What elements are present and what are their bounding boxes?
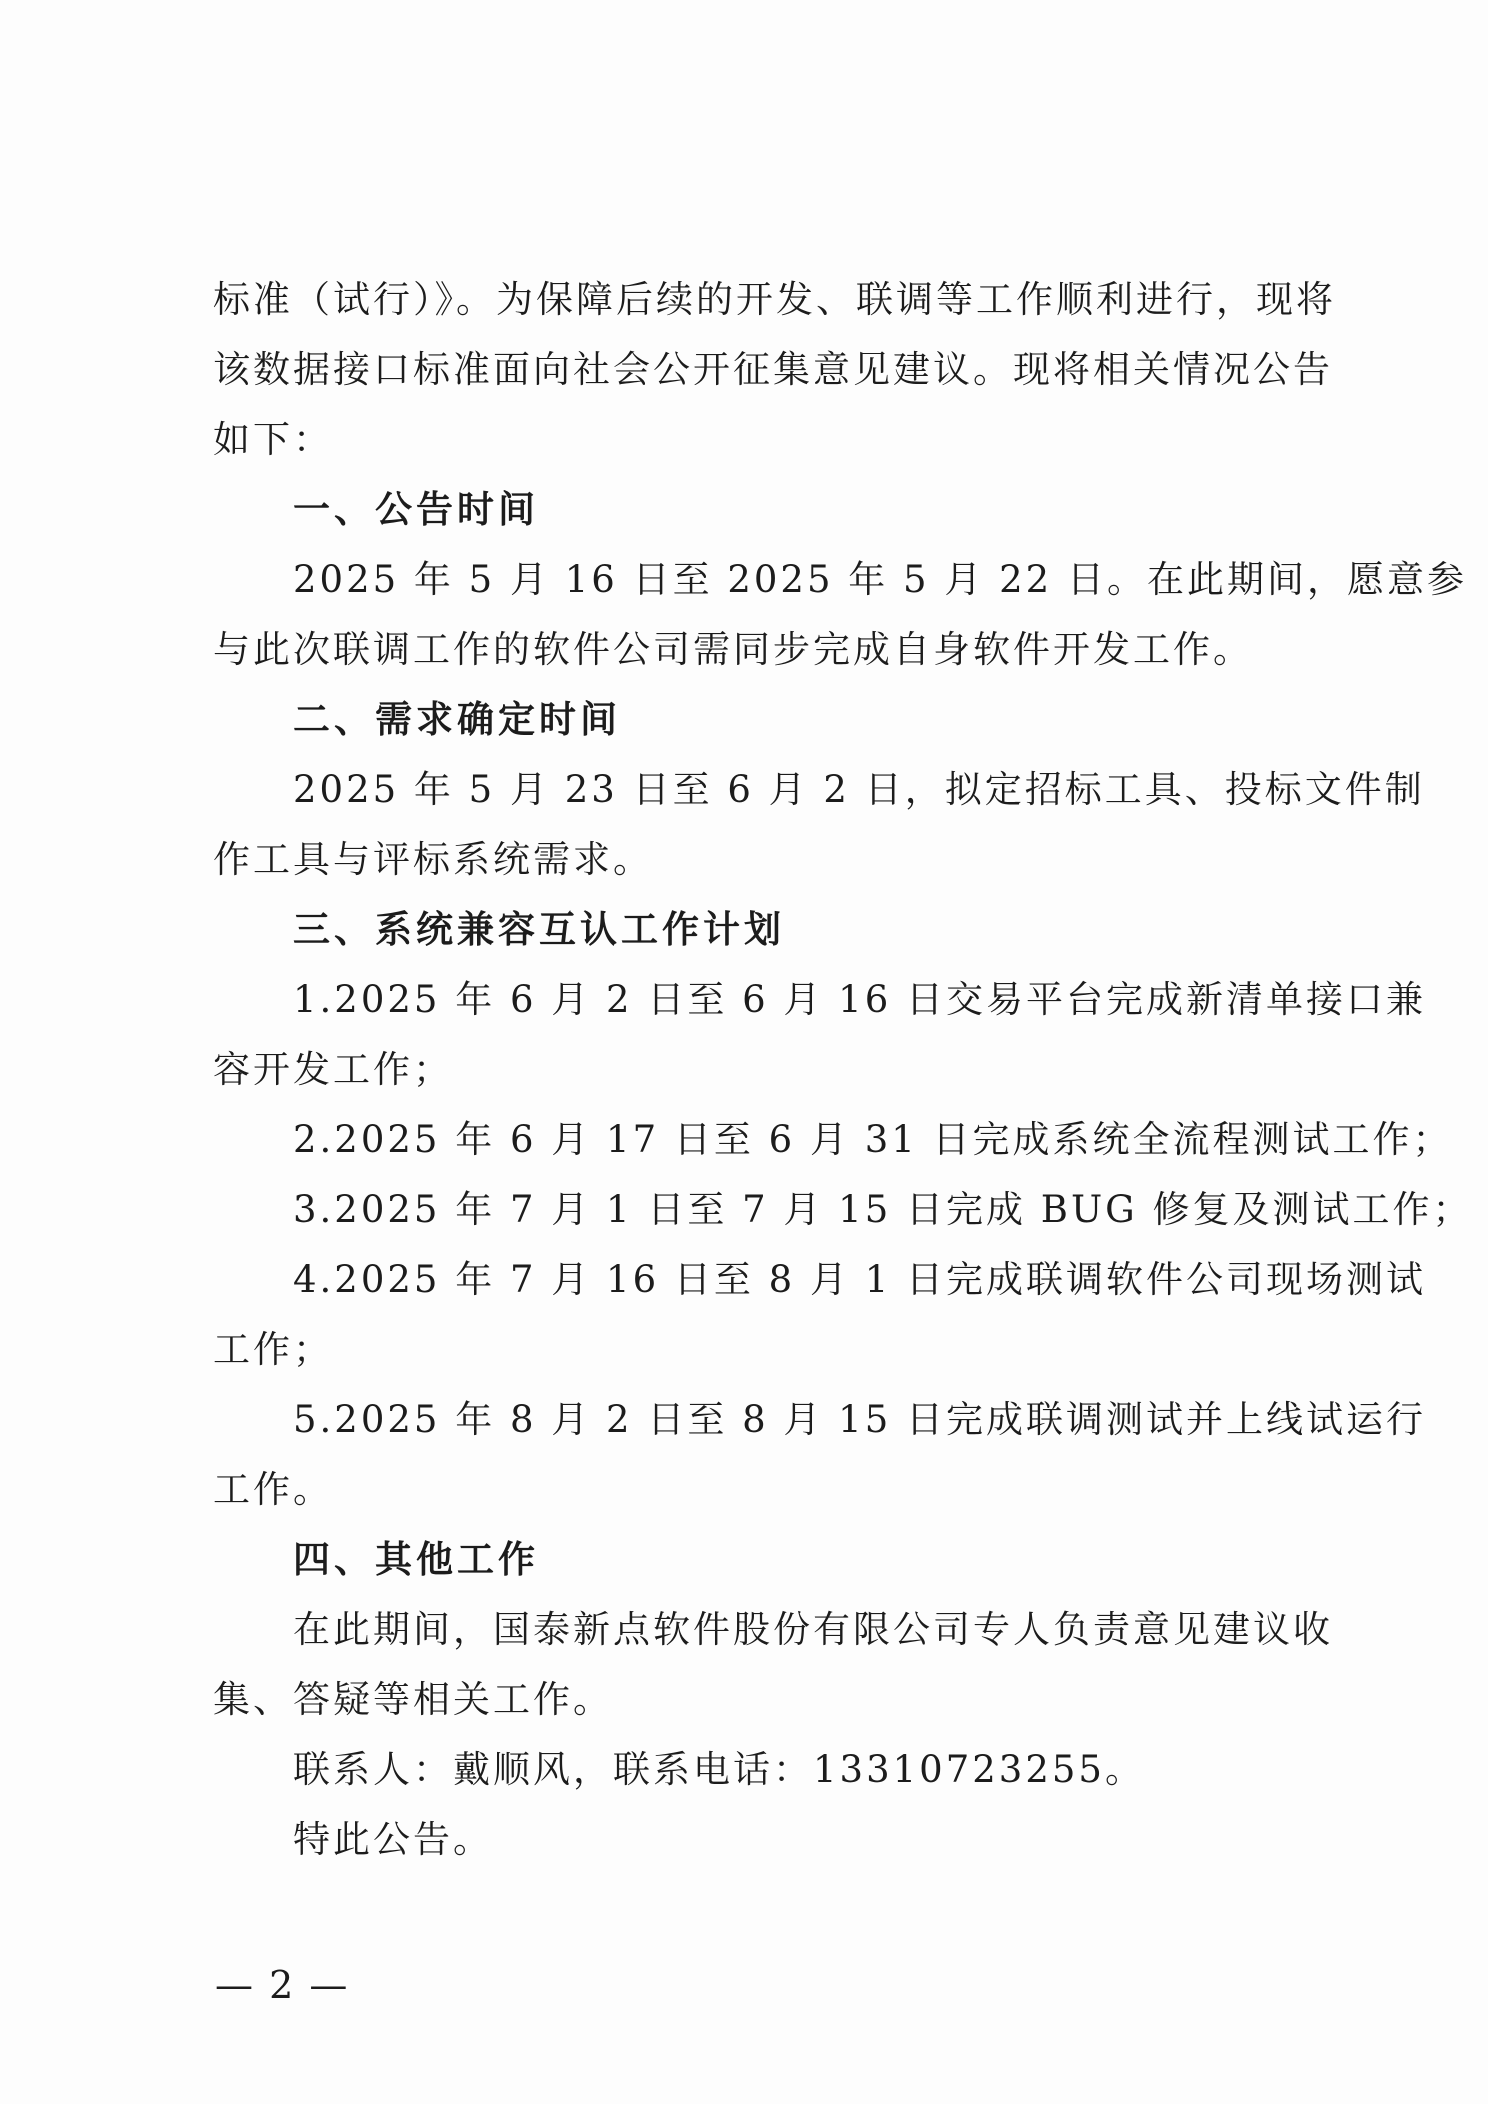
body-line: 2025 年 5 月 16 日至 2025 年 5 月 22 日。在此期间，愿意参 [293, 558, 1467, 601]
body-line: 该数据接口标准面向社会公开征集意见建议。现将相关情况公告 [213, 348, 1333, 391]
body-line: 2025 年 5 月 23 日至 6 月 2 日，拟定招标工具、投标文件制 [293, 768, 1425, 811]
section-heading: 三、系统兼容互认工作计划 [293, 908, 785, 951]
body-line: 集、答疑等相关工作。 [213, 1678, 613, 1721]
body-line: 3.2025 年 7 月 1 日至 7 月 15 日完成 BUG 修复及测试工作； [293, 1188, 1473, 1231]
section-heading: 一、公告时间 [293, 488, 539, 531]
body-line: 特此公告。 [293, 1818, 493, 1861]
body-line: 4.2025 年 7 月 16 日至 8 月 1 日完成联调软件公司现场测试 [293, 1258, 1427, 1301]
body-line: 5.2025 年 8 月 2 日至 8 月 15 日完成联调测试并上线试运行 [293, 1398, 1427, 1441]
body-line: 作工具与评标系统需求。 [213, 838, 653, 881]
body-line: 2.2025 年 6 月 17 日至 6 月 31 日完成系统全流程测试工作； [293, 1118, 1453, 1161]
body-line: 工作。 [213, 1468, 333, 1511]
body-line: 与此次联调工作的软件公司需同步完成自身软件开发工作。 [213, 628, 1253, 671]
body-line: 如下： [213, 418, 333, 461]
document-body [213, 265, 1473, 1875]
section-heading: 二、需求确定时间 [293, 698, 621, 741]
section-heading: 四、其他工作 [293, 1538, 539, 1581]
body-line: 容开发工作； [213, 1048, 453, 1091]
body-line: 联系人：戴顺风，联系电话：13310723255。 [293, 1748, 1145, 1791]
body-line: 1.2025 年 6 月 2 日至 6 月 16 日交易平台完成新清单接口兼 [293, 978, 1427, 1021]
body-line: 工作； [213, 1328, 333, 1371]
page-number: — 2 — [215, 1963, 350, 2007]
body-line: 标准（试行）》。为保障后续的开发、联调等工作顺利进行，现将 [213, 278, 1336, 321]
body-line: 在此期间，国泰新点软件股份有限公司专人负责意见建议收 [293, 1608, 1333, 1651]
